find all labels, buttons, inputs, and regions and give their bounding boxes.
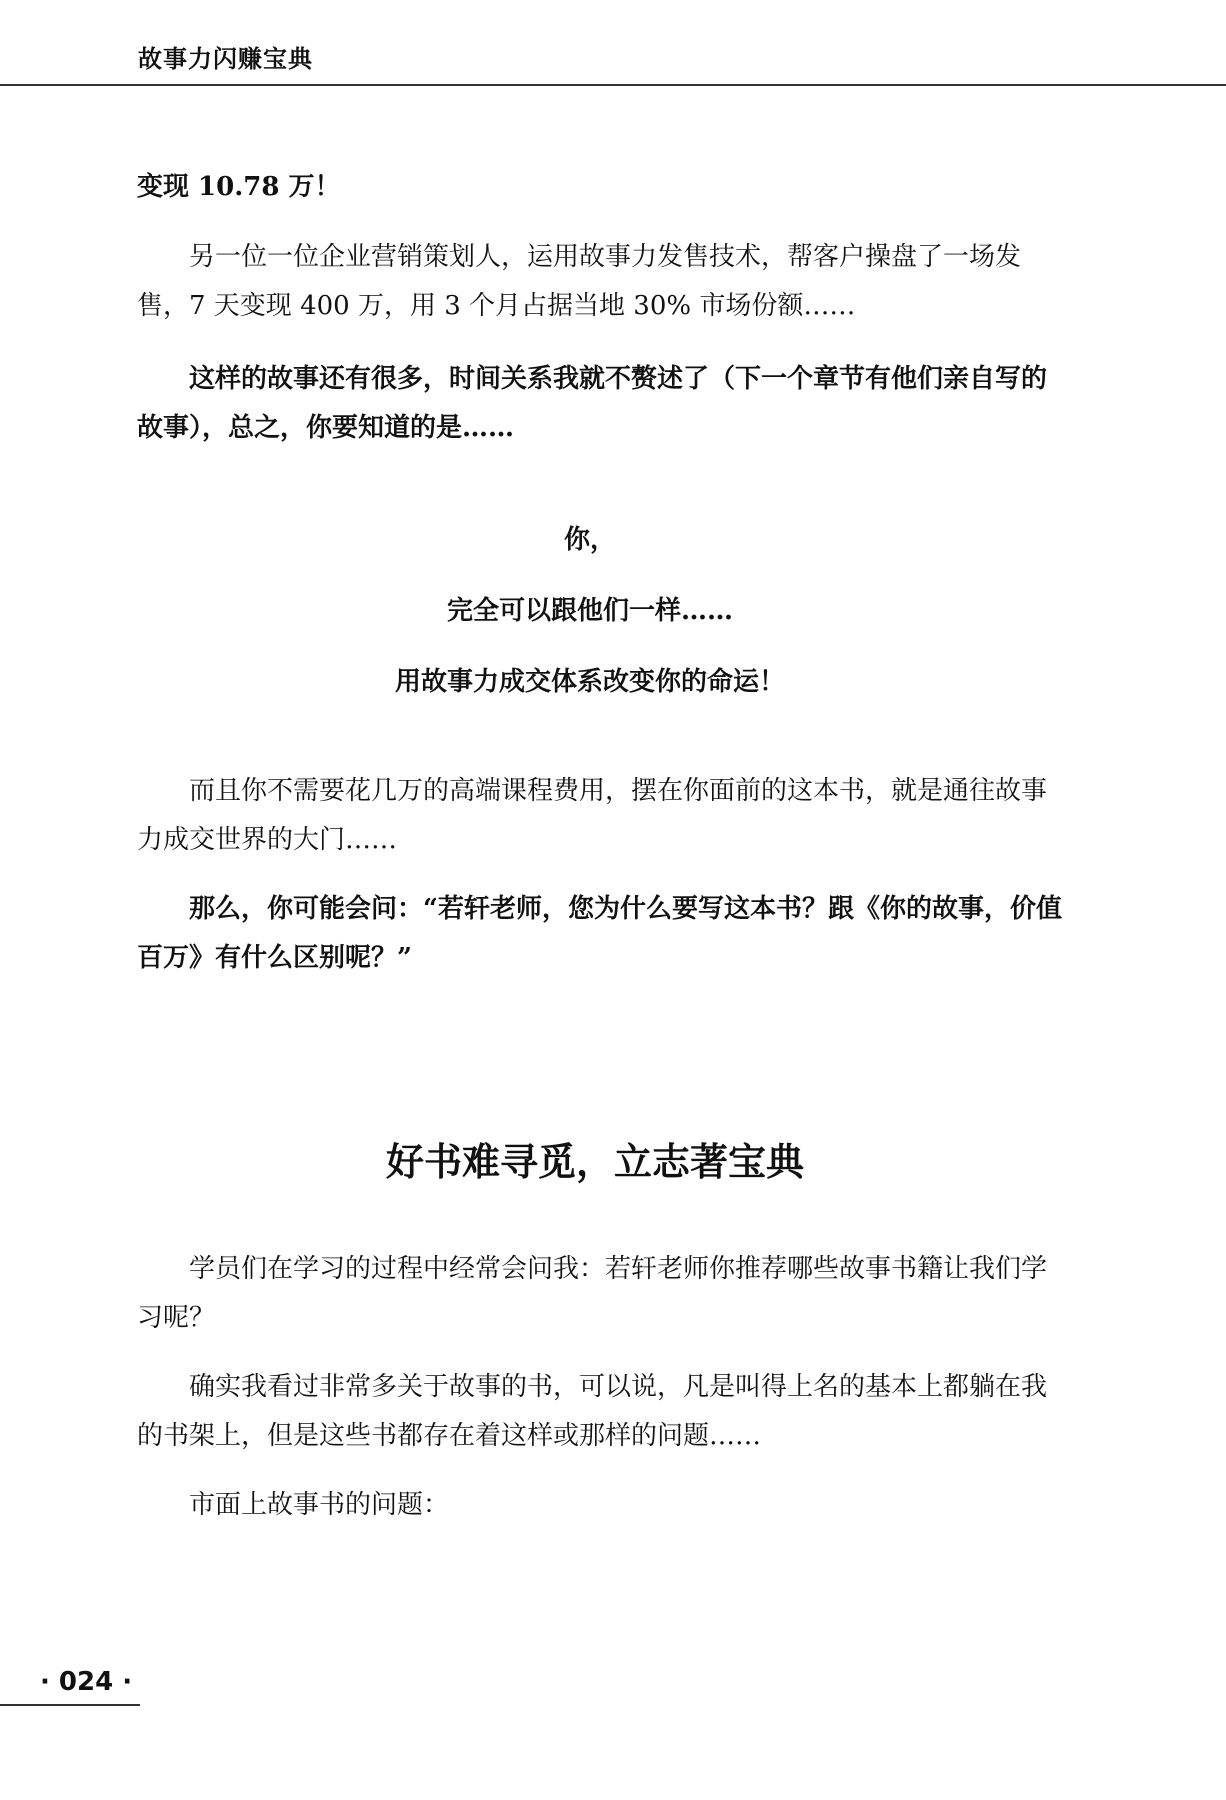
center-line-you: 你， xyxy=(563,525,616,555)
paragraph-students-ask: 学员们在学习的过程中经常会问我：若轩老师你推荐哪些故事书籍让我们学习呢？ xyxy=(137,1254,1048,1333)
page-number: · 024 · xyxy=(40,1667,133,1697)
paragraph-more-stories: 这样的故事还有很多，时间关系我就不赘述了（下一个章节有他们亲自写的故事），总之，你要知道的是…… xyxy=(137,364,1048,443)
paragraph-bookshelf-problems: 确实我看过非常多关于故事的书，可以说，凡是叫得上名的基本上都躺在我的书架上，但是这些书都存在着这样或那样的问题…… xyxy=(137,1372,1048,1451)
paragraph-this-book-gateway: 而且你不需要花几万的高端课程费用，摆在你面前的这本书，就是通往故事力成交世界的大门…… xyxy=(137,776,1048,855)
paragraph-result-amount: 变现 10.78 万！ xyxy=(137,172,341,202)
running-header-book-title: 故事力闪赚宝典 xyxy=(138,45,313,73)
paragraph-marketing-planner-story: 另一位一位企业营销策划人，运用故事力发售技术，帮客户操盘了一场发售，7 天变现 400 万，用 3 个月占据当地 30% 市场份额…… xyxy=(137,242,1022,321)
center-line-like-them: 完全可以跟他们一样…… xyxy=(446,596,733,626)
paragraph-reader-question: 那么，你可能会问：“若轩老师，您为什么要写这本书？跟《你的故事，价值百万》有什么区别呢？” xyxy=(137,894,1062,973)
center-line-change-fate: 用故事力成交体系改变你的命运！ xyxy=(394,667,785,697)
footer-divider xyxy=(0,1704,140,1706)
section-heading: 好书难寻觅，立志著宝典 xyxy=(385,1139,804,1184)
header-divider xyxy=(0,84,1226,86)
paragraph-market-book-problems: 市面上故事书的问题： xyxy=(189,1490,450,1520)
